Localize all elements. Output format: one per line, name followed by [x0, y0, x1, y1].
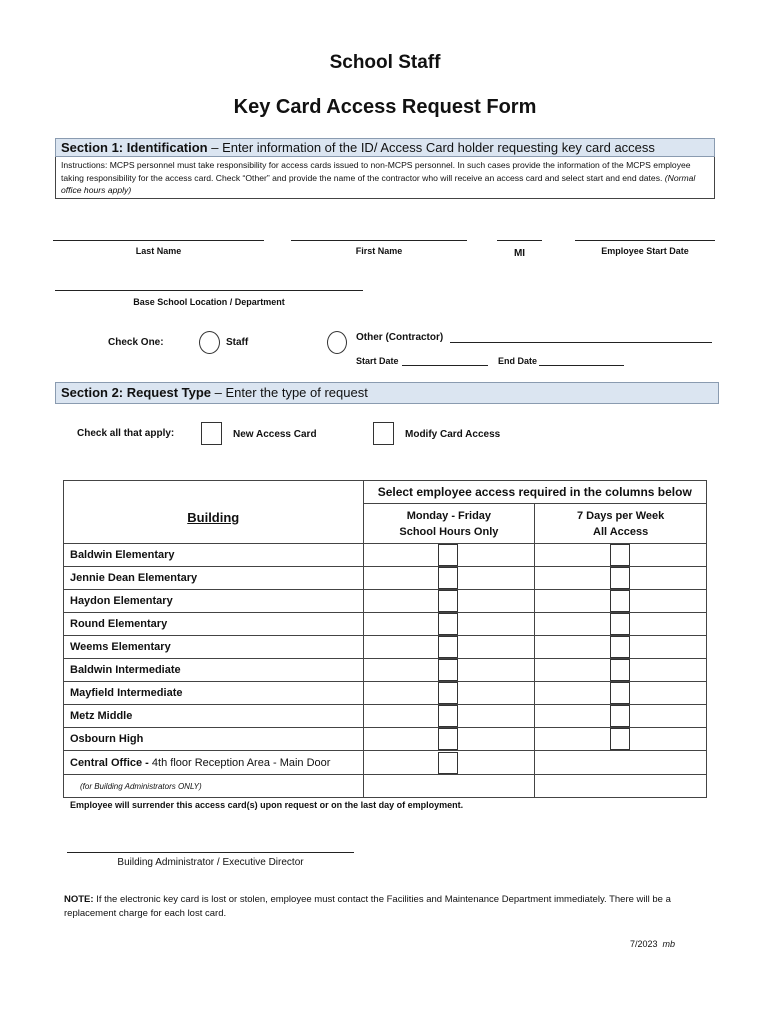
first-name-field[interactable]	[291, 240, 467, 241]
weekday-checkbox[interactable]	[438, 613, 458, 635]
central-office-note: (for Building Administrators ONLY)	[64, 775, 364, 798]
staff-label: Staff	[226, 337, 249, 348]
allaccess-checkbox[interactable]	[610, 613, 630, 635]
other-radio[interactable]	[327, 331, 347, 354]
modify-card-access-checkbox[interactable]	[373, 422, 394, 445]
allaccess-cell	[535, 659, 707, 682]
empty-cell	[363, 775, 535, 798]
building-name: Metz Middle	[64, 705, 364, 728]
instructions-text: Instructions: MCPS personnel must take responsibility for access cards issued to non-MCPS personnel. In such cases provide the information of the MCPS employee taking responsibility for the access card. Check “Other” and provide the name of the contractor who will receive an access card and select start and end dates.	[61, 160, 691, 183]
signature-line[interactable]	[67, 852, 354, 853]
building-name: Osbourn High	[64, 728, 364, 751]
modify-card-access-label: Modify Card Access	[405, 429, 501, 440]
weekday-checkbox[interactable]	[438, 659, 458, 681]
instructions-box	[55, 157, 715, 199]
weekday-checkbox[interactable]	[438, 544, 458, 566]
section1-label: Section 1: Identification	[61, 140, 208, 155]
weekday-cell	[363, 705, 535, 728]
section2-label: Section 2: Request Type	[61, 385, 212, 400]
central-weekday-checkbox[interactable]	[438, 752, 458, 774]
first-name-label: First Name	[355, 246, 403, 256]
table-row-central-office: Central Office - 4th floor Reception Area - Main Door	[64, 751, 364, 775]
instructions-note: (Normal office hours apply)	[61, 172, 696, 195]
table-row	[64, 544, 707, 567]
central-allaccess-cell	[535, 751, 707, 775]
footer-date: 7/2023 mb	[630, 939, 676, 949]
base-school-label: Base School Location / Department	[133, 297, 285, 307]
section1-desc: – Enter information of the ID/ Access Card holder requesting key card access	[207, 140, 655, 155]
weekday-checkbox[interactable]	[438, 682, 458, 704]
other-label: Other (Contractor)	[356, 332, 444, 343]
weekday-cell	[363, 659, 535, 682]
building-name: Baldwin Intermediate	[64, 659, 364, 682]
allaccess-cell	[535, 682, 707, 705]
employee-start-date-label: Employee Start Date	[601, 246, 689, 256]
building-name: Mayfield Intermediate	[64, 682, 364, 705]
allaccess-checkbox[interactable]	[610, 590, 630, 612]
weekday-checkbox[interactable]	[438, 590, 458, 612]
section2-header	[55, 382, 719, 404]
allaccess-cell	[535, 705, 707, 728]
allaccess-cell	[535, 567, 707, 590]
check-one-label: Check One:	[108, 337, 164, 348]
note-text: If the electronic key card is lost or stolen, employee must contact the Facilities and Maintenance Department immediately. There will be a replacement charge for each lost card.	[64, 894, 671, 919]
table-row	[64, 728, 707, 751]
new-access-card-checkbox[interactable]	[201, 422, 222, 445]
table-row	[64, 590, 707, 613]
building-header: Building	[64, 481, 364, 544]
section2-desc: – Enter the type of request	[211, 385, 368, 400]
weekday-cell	[363, 590, 535, 613]
last-name-label: Last Name	[135, 246, 182, 256]
weekday-column-header: Monday - Friday School Hours Only	[363, 504, 535, 544]
table-row	[64, 705, 707, 728]
end-date-field[interactable]	[539, 365, 624, 366]
allaccess-checkbox[interactable]	[610, 728, 630, 750]
all-access-column-header: 7 Days per Week All Access	[535, 504, 707, 544]
allaccess-cell	[535, 544, 707, 567]
allaccess-checkbox[interactable]	[610, 567, 630, 589]
weekday-cell	[363, 682, 535, 705]
mi-field[interactable]	[497, 240, 542, 241]
mi-label: MI	[513, 248, 526, 259]
building-name: Haydon Elementary	[64, 590, 364, 613]
start-date-label: Start Date	[356, 356, 399, 366]
staff-radio[interactable]	[199, 331, 220, 354]
table-row	[64, 636, 707, 659]
central-weekday-cell	[363, 751, 535, 775]
building-name: Weems Elementary	[64, 636, 364, 659]
table-row	[64, 659, 707, 682]
new-access-card-label: New Access Card	[233, 429, 317, 440]
allaccess-checkbox[interactable]	[610, 659, 630, 681]
check-all-label: Check all that apply:	[77, 428, 175, 439]
weekday-cell	[363, 567, 535, 590]
weekday-cell	[363, 544, 535, 567]
signature-label: Building Administrator / Executive Director	[117, 857, 304, 868]
empty-cell	[535, 775, 707, 798]
weekday-cell	[363, 636, 535, 659]
building-name: Baldwin Elementary	[64, 544, 364, 567]
weekday-checkbox[interactable]	[438, 636, 458, 658]
contractor-name-field[interactable]	[450, 342, 712, 343]
allaccess-checkbox[interactable]	[610, 636, 630, 658]
table-row	[64, 682, 707, 705]
allaccess-checkbox[interactable]	[610, 705, 630, 727]
start-date-field[interactable]	[402, 365, 488, 366]
select-access-header: Select employee access required in the columns below	[363, 481, 706, 504]
base-school-field[interactable]	[55, 290, 363, 291]
allaccess-checkbox[interactable]	[610, 544, 630, 566]
page-title: School Staff	[329, 52, 441, 73]
end-date-label: End Date	[498, 356, 538, 366]
weekday-cell	[363, 728, 535, 751]
allaccess-checkbox[interactable]	[610, 682, 630, 704]
weekday-checkbox[interactable]	[438, 728, 458, 750]
allaccess-cell	[535, 728, 707, 751]
weekday-cell	[363, 613, 535, 636]
building-access-table	[63, 480, 707, 798]
building-name: Round Elementary	[64, 613, 364, 636]
allaccess-cell	[535, 636, 707, 659]
allaccess-cell	[535, 590, 707, 613]
section1-header	[55, 138, 715, 157]
form-title: Key Card Access Request Form	[233, 96, 537, 118]
weekday-checkbox[interactable]	[438, 567, 458, 589]
note-paragraph	[64, 893, 704, 921]
building-name: Jennie Dean Elementary	[64, 567, 364, 590]
note-label: NOTE:	[64, 894, 94, 905]
allaccess-cell	[535, 613, 707, 636]
weekday-checkbox[interactable]	[438, 705, 458, 727]
last-name-field[interactable]	[53, 240, 264, 241]
table-row	[64, 613, 707, 636]
employee-start-date-field[interactable]	[575, 240, 715, 241]
table-row	[64, 567, 707, 590]
surrender-text: Employee will surrender this access card(s) upon request or on the last day of employment.	[70, 800, 464, 810]
